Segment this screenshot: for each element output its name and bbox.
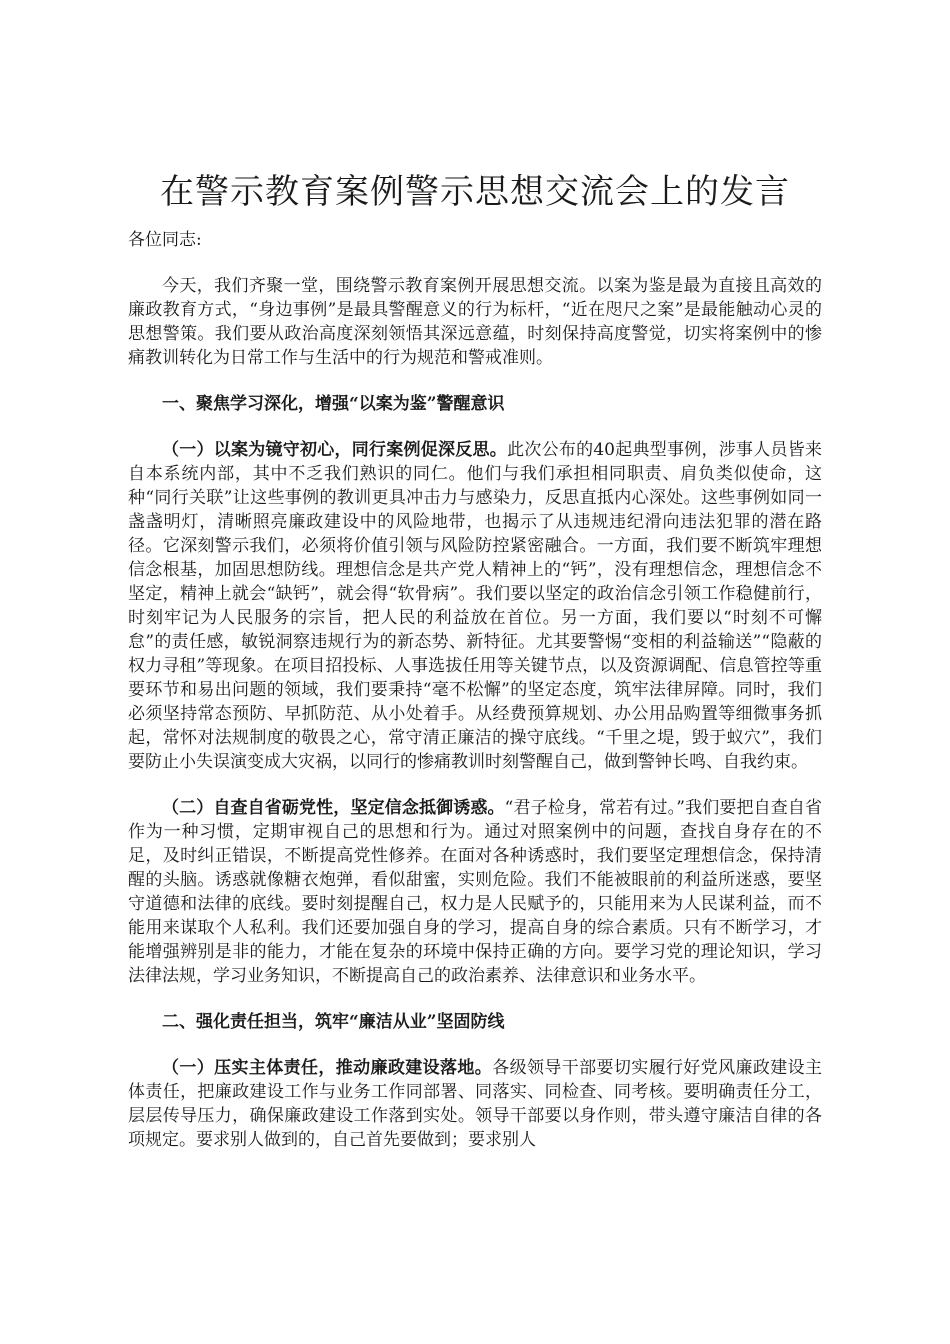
document-title: 在警示教育案例警示思想交流会上的发言 xyxy=(160,172,790,212)
section-1-heading: 一、聚焦学习深化，增强“以案为鉴”警醒意识 xyxy=(162,394,505,414)
document-page xyxy=(128,168,822,1152)
section-2-paragraph-1-body: 各级领导干部要切实履行好党风廉政建设主体责任，把廉政建设工作与业务工作同部署、同落实、同检查、同考核。要明确责任分工，层层传导压力，确保廉政建设工作落到实处。领导干部要以身作则，带头遵守廉洁自律的各项规定。要求别人做到的，自己首先要做到；要求别人 xyxy=(128,1058,823,1150)
section-1-paragraph-1 xyxy=(128,438,822,774)
section-1-paragraph-2-body: “君子检身，常若有过。”我们要把自查自省作为一种习惯，定期审视自己的思想和行为。通过对照案例中的问题，查找自身存在的不足，及时纠正错误，不断提高党性修养。在面对各种诱惑时，我们要坚定理想信念，保持清醒的头脑。诱惑就像糖衣炮弹，看似甜蜜，实则危险。我们不能被眼前的利益所迷惑，要坚守道德和法律的底线。要时刻提醒自己，权力是人民赋予的，只能用来为人民谋利益，而不能用来谋取个人私利。我们还要加强自身的学习，提高自身的综合素质。只有不断学习，才能增强辨别是非的能力，才能在复杂的环境中保持正确的方向。要学习党的理论知识，学习法律法规，学习业务知识，不断提高自己的政治素养、法律意识和业务水平。 xyxy=(128,798,822,986)
section-1-paragraph-2 xyxy=(128,796,822,988)
section-1-paragraph-2-lead: （二）自查自省砺党性，坚定信念抵御诱惑。 xyxy=(162,798,505,818)
section-2-heading: 二、强化责任担当，筑牢“廉洁从业”坚固防线 xyxy=(162,1012,505,1032)
section-2-paragraph-1-lead: （一）压实主体责任，推动廉政建设落地。 xyxy=(162,1058,493,1078)
intro-paragraph: 今天，我们齐聚一堂，围绕警示教育案例开展思想交流。以案为鉴是最为直接且高效的廉政教育方式，“身边事例”是最具警醒意义的行为标杆，“近在咫尺之案”是最能触动心灵的思想警策。我们要从政治高度深刻领悟其深远意蕴，时刻保持高度警觉，切实将案例中的惨痛教训转化为日常工作与生活中的行为规范和警戒准则。 xyxy=(128,276,822,368)
salutation: 各位同志: xyxy=(128,230,202,250)
section-1-paragraph-1-body: 此次公布的40起典型事例，涉事人员皆来自本系统内部，其中不乏我们熟识的同仁。他们与我们承担相同职责、肩负类似使命，这种“同行关联”让这些事例的教训更具冲击力与感染力，反思直抵内心深处。这些事例如同一盏盏明灯，清晰照亮廉政建设中的风险地带，也揭示了从违规违纪滑向违法犯罪的潜在路径。它深刻警示我们，必须将价值引领与风险防控紧密融合。一方面，我们要不断筑牢理想信念根基，加固思想防线。理想信念是共产党人精神上的“钙”，没有理想信念，理想信念不坚定，精神上就会“缺钙”，就会得“软骨病”。我们要以坚定的政治信念引领工作稳健前行，时刻牢记为人民服务的宗旨，把人民的利益放在首位。另一方面，我们要以“时刻不可懈怠”的责任感，敏锐洞察违规行为的新态势、新特征。尤其要警惕“变相的利益输送”“隐蔽的权力寻租”等现象。在项目招投标、人事选拔任用等关键节点，以及资源调配、信息管控等重要环节和易出问题的领域，我们要秉持“毫不松懈”的坚定态度，筑牢法律屏障。同时，我们必须坚持常态预防、早抓防范、从小处着手。从经费预算规划、办公用品购置等细微事务抓起，常怀对法规制度的敬畏之心，常守清正廉洁的操守底线。“千里之堤，毁于蚁穴”，我们要防止小失误演变成大灾祸，以同行的惨痛教训时刻警醒自己，做到警钟长鸣、自我约束。 xyxy=(128,440,822,772)
section-2-paragraph-1 xyxy=(128,1056,822,1152)
section-1-paragraph-1-lead: （一）以案为镜守初心，同行案例促深反思。 xyxy=(162,440,508,460)
